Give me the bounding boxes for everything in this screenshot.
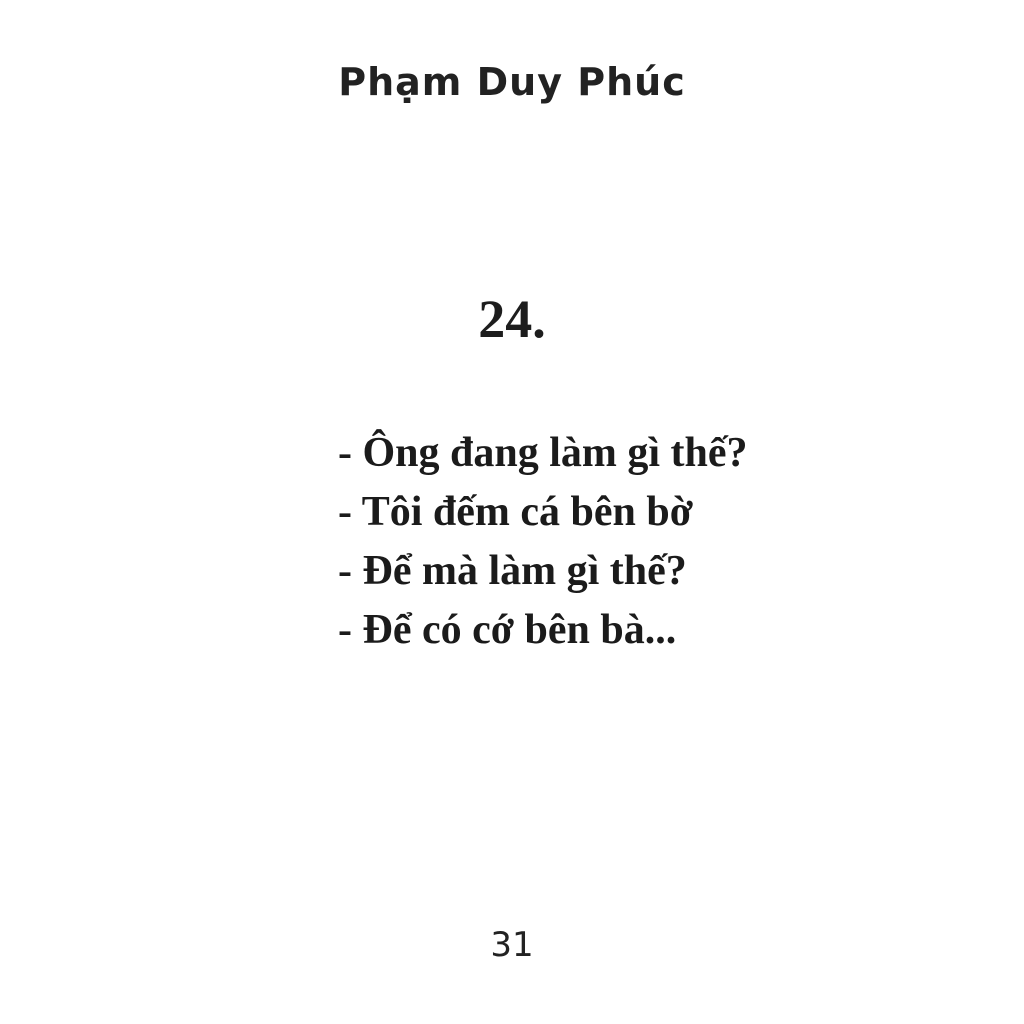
poem-line: - Ông đang làm gì thế? [338,430,748,476]
running-header-author: Phạm Duy Phúc [338,60,686,104]
poem-line: - Để mà làm gì thế? [338,548,687,594]
chapter-number: 24. [478,289,546,349]
poem-block [338,424,748,660]
poem-line: - Để có cớ bên bà... [338,607,677,653]
poem-line: - Tôi đếm cá bên bờ [338,489,694,535]
page-number: 31 [490,925,534,965]
